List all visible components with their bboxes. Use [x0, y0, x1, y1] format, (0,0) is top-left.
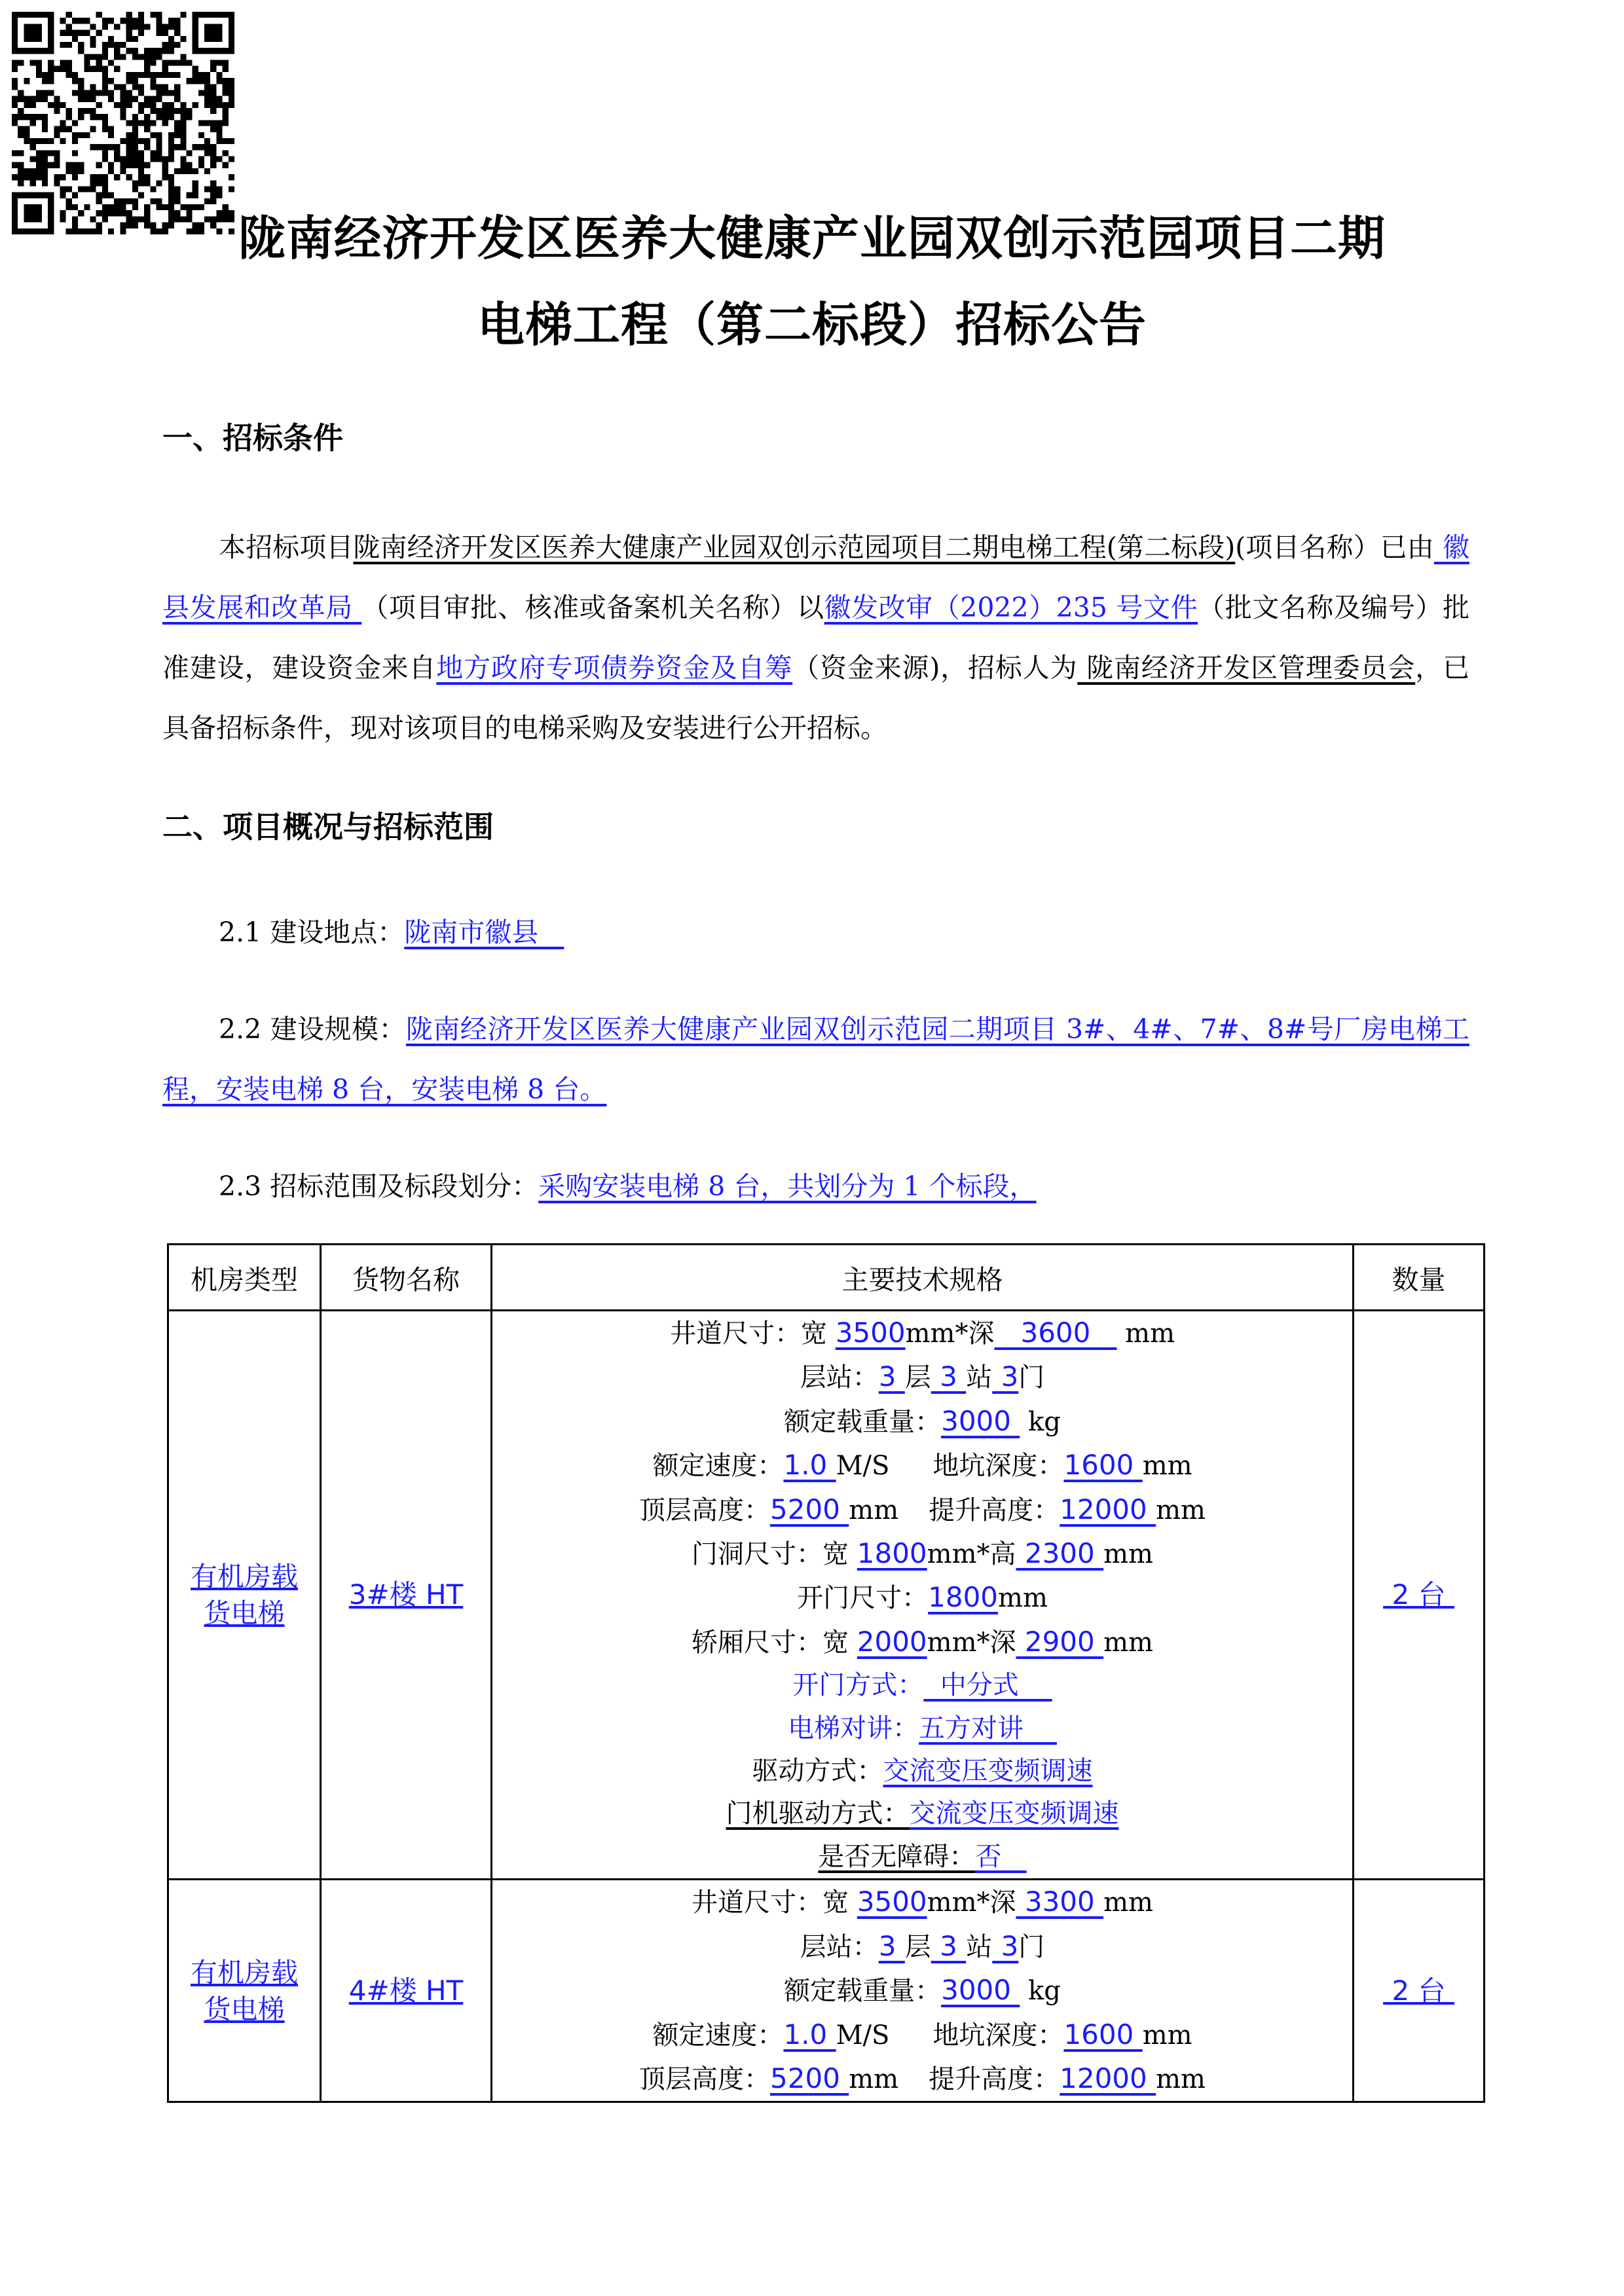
location-label: 2.1 建设地点： — [219, 917, 405, 948]
value: 3 — [992, 1929, 1019, 1962]
value: 1800 — [928, 1581, 999, 1614]
value: 2300 — [1016, 1537, 1104, 1570]
scale-label: 2.2 建设规模： — [219, 1013, 406, 1045]
shaft-size — [492, 1880, 1352, 1924]
label: 提升高度： — [929, 2064, 1060, 2094]
label: 站 — [966, 1931, 993, 1962]
value: 3 — [931, 1929, 967, 1962]
scale-paragraph — [162, 999, 1469, 1120]
speed-pit — [492, 1444, 1352, 1487]
label: 门机驱动方式： — [726, 1798, 910, 1829]
value: 2900 — [1016, 1625, 1104, 1658]
car-size — [492, 1620, 1352, 1664]
intercom — [492, 1707, 1352, 1750]
room-type-cell — [168, 1311, 321, 1880]
value: 12000 — [1060, 2062, 1156, 2094]
page-title-line-1: 陇南经济开发区医养大健康产业园双创示范园项目二期 — [238, 211, 1386, 266]
quantity-cell — [1354, 1311, 1485, 1880]
label: 门 — [1018, 1362, 1045, 1393]
scope-value: 采购安装电梯 8 台，共划分为 1 个标段， — [538, 1171, 1037, 1202]
section-1-heading: 一、招标条件 — [162, 420, 343, 456]
label: 顶层高度： — [639, 2064, 771, 2094]
unit: mm — [1103, 1627, 1153, 1658]
text-segment: （资金来源)，招标人为 — [792, 652, 1078, 683]
rated-load — [492, 1400, 1352, 1444]
value: 否 — [975, 1841, 1027, 1872]
value: 交流变压变频调速 — [883, 1756, 1093, 1787]
label: mm*深 — [905, 1319, 995, 1349]
shaft-size — [492, 1311, 1352, 1355]
column-header: 货物名称 — [321, 1245, 492, 1311]
goods-cell — [321, 1311, 492, 1880]
value: 3500 — [835, 1317, 906, 1349]
drive-mode — [492, 1750, 1352, 1793]
text-segment: （批文名称及编号）批准建设，建设资金来自 — [162, 592, 1469, 683]
label: 额定载重量： — [784, 1976, 942, 2007]
elevator-spec-table — [167, 1243, 1485, 2103]
unit: kg — [1020, 1406, 1061, 1437]
quantity: 2 台 — [1383, 1974, 1454, 2007]
section-2-heading: 二、项目概况与招标范围 — [162, 809, 494, 845]
value: 3 — [878, 1360, 905, 1393]
value: 2000 — [857, 1625, 927, 1658]
quantity-cell — [1354, 1880, 1485, 2102]
unit: mm — [849, 1495, 899, 1525]
value: 3 — [931, 1360, 967, 1393]
label: 层 — [904, 1362, 931, 1393]
value: 3000 — [941, 1404, 1020, 1437]
room-type: 有机房载货电梯 — [191, 1561, 298, 1630]
location-line — [162, 902, 1469, 962]
tender-conditions-paragraph — [162, 517, 1469, 758]
label: 是否无障碍： — [818, 1841, 976, 1872]
text-segment: 本招标项目 — [219, 532, 354, 563]
unit: mm — [1142, 2020, 1192, 2050]
table-header-row — [168, 1245, 1485, 1311]
floors-stops — [492, 1355, 1352, 1399]
value: 中分式 — [923, 1670, 1052, 1701]
column-header: 机房类型 — [168, 1245, 321, 1311]
column-header: 数量 — [1354, 1245, 1485, 1311]
spec-cell — [492, 1880, 1354, 2102]
text-segment: (项目名称）已由 — [1235, 532, 1434, 563]
label: 站 — [966, 1362, 993, 1393]
table-row — [168, 1880, 1485, 2102]
scope-label: 2.3 招标范围及标段划分： — [219, 1171, 539, 1202]
text-segment: （项目审批、核准或备案机关名称）以 — [361, 592, 824, 623]
value: 3600 — [994, 1317, 1117, 1349]
goods-name: 3#楼 HT — [348, 1578, 464, 1611]
value: 3 — [878, 1929, 905, 1962]
unit: mm — [1142, 1451, 1192, 1482]
label: mm*深 — [927, 1627, 1016, 1658]
page-title-line-2: 电梯工程（第二标段）招标公告 — [477, 297, 1147, 352]
quantity: 2 台 — [1383, 1578, 1454, 1611]
label: 地坑深度： — [932, 2020, 1064, 2050]
value: 3300 — [1016, 1886, 1104, 1918]
value: 五方对讲 — [919, 1713, 1057, 1743]
spec-cell — [492, 1311, 1354, 1880]
unit: M/S — [836, 1451, 890, 1482]
scale-value: 陇南经济开发区医养大健康产业园双创示范园二期项目 3#、4#、7#、8#号厂房电梯工程，安装电梯 8 台，安装电梯 8 台。 — [162, 1013, 1469, 1105]
unit: mm — [1116, 1319, 1175, 1349]
approval-authority: 徽县发展和改革局 — [162, 532, 1469, 623]
top-lift-height — [492, 2057, 1352, 2101]
label: 层 — [904, 1931, 931, 1962]
value: 3500 — [857, 1886, 927, 1918]
value: 交流变压变频调速 — [909, 1798, 1119, 1829]
label: 额定速度： — [652, 2020, 784, 2050]
qr-code — [12, 12, 234, 234]
label: 开门方式： — [792, 1670, 924, 1701]
label: 提升高度： — [929, 1495, 1060, 1525]
value: 3000 — [941, 1974, 1020, 2007]
label: 轿厢尺寸：宽 — [692, 1627, 857, 1658]
value: 1800 — [857, 1537, 927, 1570]
label: mm*高 — [927, 1539, 1016, 1570]
unit: mm — [998, 1583, 1048, 1614]
value: 5200 — [770, 2062, 849, 2094]
top-lift-height — [492, 1488, 1352, 1532]
door-drive-mode — [492, 1793, 1352, 1835]
label: mm*深 — [927, 1887, 1016, 1918]
fund-source: 地方政府专项债券资金及自筹 — [436, 652, 793, 683]
value: 1600 — [1063, 1449, 1143, 1482]
label: 顶层高度： — [639, 1495, 771, 1525]
goods-name: 4#楼 HT — [348, 1974, 464, 2007]
value: 1600 — [1063, 2018, 1143, 2050]
unit: mm — [1103, 1887, 1153, 1918]
table-row — [168, 1311, 1485, 1880]
label: 层站： — [800, 1931, 879, 1962]
goods-cell — [321, 1880, 492, 2102]
value: 12000 — [1060, 1493, 1156, 1525]
column-header: 主要技术规格 — [492, 1245, 1354, 1311]
label: 额定载重量： — [784, 1406, 942, 1437]
label: 层站： — [800, 1362, 879, 1393]
label: 门洞尺寸：宽 — [692, 1539, 857, 1570]
speed-pit — [492, 2013, 1352, 2057]
label: 地坑深度： — [932, 1451, 1064, 1482]
value: 1.0 — [783, 1449, 836, 1482]
value: 3 — [992, 1360, 1019, 1393]
approval-document: 徽发改审（2022）235 号文件 — [824, 592, 1198, 623]
room-type: 有机房载货电梯 — [191, 1956, 298, 2025]
room-type-cell — [168, 1880, 321, 2102]
unit: M/S — [836, 2020, 890, 2050]
unit: mm — [849, 2064, 899, 2094]
rated-load — [492, 1969, 1352, 2013]
accessible — [492, 1836, 1352, 1878]
label: 驱动方式： — [752, 1756, 883, 1787]
value: 5200 — [770, 1493, 849, 1525]
location-value: 陇南市徽县 — [404, 917, 564, 948]
scope-line — [162, 1156, 1469, 1216]
value: 1.0 — [783, 2018, 836, 2050]
label: 门 — [1018, 1931, 1045, 1962]
unit: kg — [1020, 1976, 1061, 2007]
unit: mm — [1156, 2064, 1206, 2094]
label: 井道尺寸：宽 — [692, 1887, 857, 1918]
tenderer-name: 陇南经济开发区管理委员会 — [1077, 652, 1416, 683]
label: 额定速度： — [652, 1451, 784, 1482]
unit: mm — [1156, 1495, 1206, 1525]
door-size — [492, 1576, 1352, 1620]
floors-stops — [492, 1925, 1352, 1969]
unit: mm — [1103, 1539, 1153, 1570]
label: 开门尺寸： — [797, 1583, 929, 1614]
project-name: 陇南经济开发区医养大健康产业园双创示范园项目二期电梯工程(第二标段) — [353, 532, 1236, 563]
label: 井道尺寸：宽 — [669, 1319, 836, 1349]
text-segment: ，已具备招标条件，现对该项目的电梯采购及安装进行公开招标。 — [162, 652, 1470, 744]
door-opening-size — [492, 1532, 1352, 1576]
label: 电梯对讲： — [788, 1713, 919, 1743]
door-mode — [492, 1664, 1352, 1707]
